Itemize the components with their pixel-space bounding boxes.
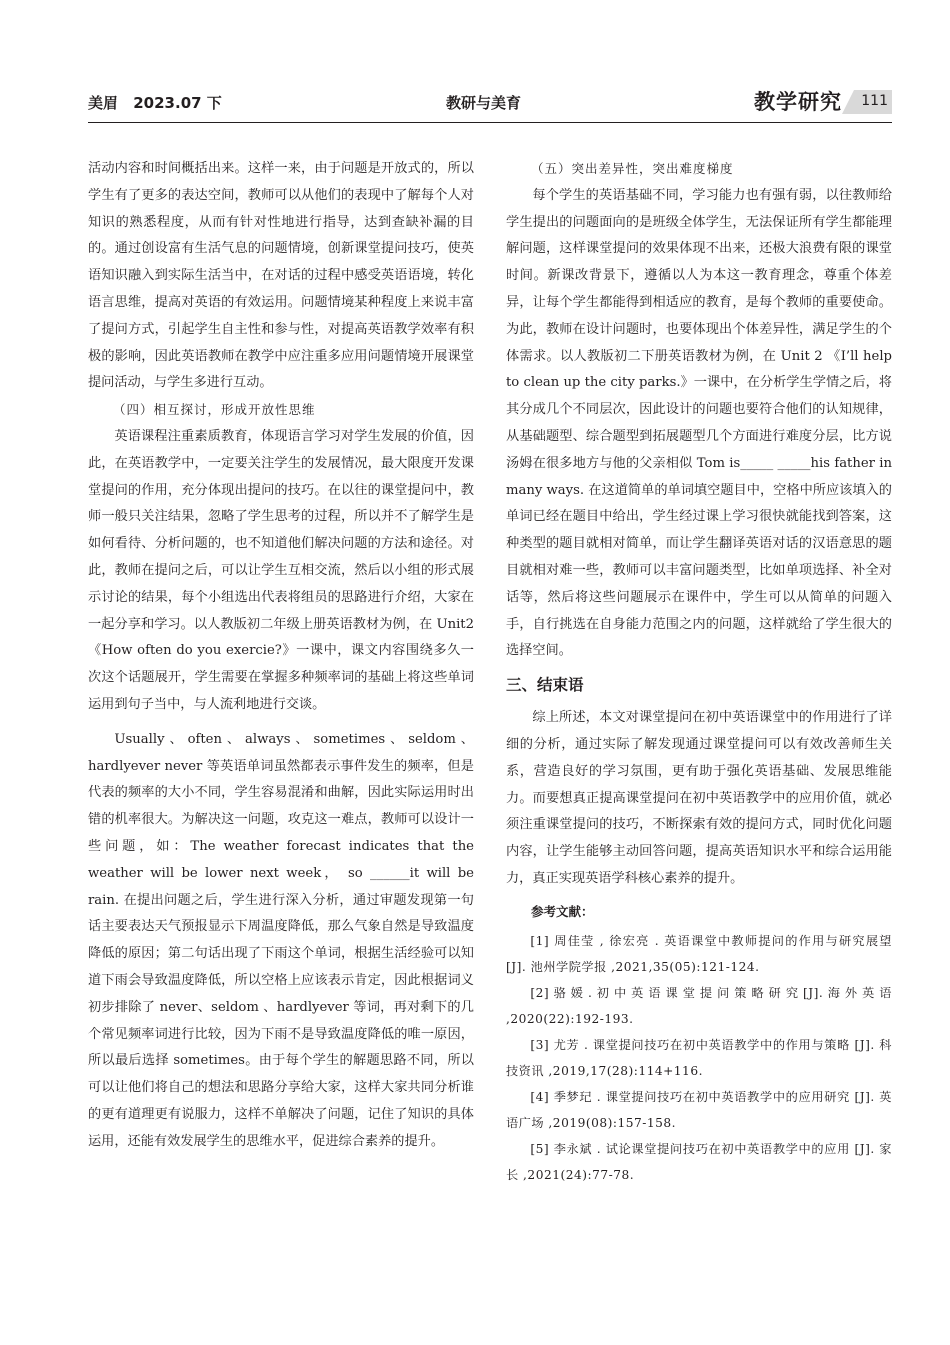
page-number: 111 bbox=[861, 93, 888, 109]
paragraph: 每个学生的英语基础不同，学习能力也有强有弱，以往教师给学生提出的问题面向的是班级全体学生，无法保证所有学生都能理解问题，这样课堂提问的效果体现不出来，还极大浪费有限的课堂时间。新课改背景下，遵循以人为本这一教育理念，尊重个体差异，让每个学生都能得到相适应的教育，是每个教师的重要使命。为此，教师在设计问题时，也要体现出个体差异性，满足学生的个体需求。以人教版初二下册英语教材为例，在 Unit 2 《I’ll help to clean up the city parks.》一课中，在分析学生学情之后，将其分成几个不同层次，因此设计的问题也要符合他们的认知规律，从基础题型、综合题型到拓展题型几个方面进行难度分层，比方说汤姆在很多地方与他的父亲相似 Tom is_____ _____his father in many ways. 在这道简单的单词填空题目中，空格中所应该填入的单词已经在题目中给出，学生经过课上学习很快就能找到答案，这种类型的题目就相对简单，而让学生翻译英语对话的汉语意思的题目就相对难一些，教师可以丰富问题类型，比如单项选择、补全对话等，然后将这些问题展示在课件中，学生可以从简单的问题入手，自行挑选在自身能力范围之内的问题，这样就给了学生很大的选择空间。 bbox=[506, 187, 892, 659]
page-number-badge bbox=[842, 90, 892, 114]
paragraph: 活动内容和时间概括出来。这样一来，由于问题是开放式的，所以学生有了更多的表达空间，教师可以从他们的表现中了解每个人对知识的熟悉程度，从而有针对性地进行指导，达到查缺补漏的目的。通过创设富有生活气息的问题情境，创新课堂提问技巧，使英语知识融入到实际生活当中，在对话的过程中感受英语语境，转化语言思维，提高对英语的有效运用。问题情境某种程度上来说丰富了提问方式，引起学生自主性和参与性，对提高英语教学效率有积极的影响，因此英语教师在教学中应注重多应用问题情境开展课堂提问活动，与学生多进行互动。 bbox=[88, 161, 474, 391]
paragraph: 综上所述，本文对课堂提问在初中英语课堂中的作用进行了详细的分析，通过实际了解发现通过课堂提问可以有效改善师生关系，营造良好的学习氛围，更有助于强化英语基础、发展思维能力。而要想真正提高课堂提问在初中英语教学中的应用价值，就必须注重课堂提问的技巧，不断探索有效的提问方式，同时优化问题内容，让学生能够主动回答问题，提高英语知识水平和综合运用能力，真正实现英语学科核心素养的提升。 bbox=[506, 710, 892, 886]
section-heading: 三、结束语 bbox=[506, 676, 584, 695]
reference-item: [3] 尤芳 . 课堂提问技巧在初中英语教学中的作用与策略 [J]. 科技资讯 ,2019,17(28):114+116. bbox=[506, 1037, 892, 1078]
references-title: 参考文献： bbox=[531, 903, 594, 919]
journal-name: 美眉 bbox=[88, 94, 119, 112]
spacer bbox=[88, 719, 474, 727]
issue-date: 2023.07 下 bbox=[133, 94, 222, 112]
reference-item: [5] 李永斌 . 试论课堂提问技巧在初中英语教学中的应用 [J]. 家长 ,2021(24):77-78. bbox=[506, 1141, 892, 1182]
reference-item: [1] 周佳莹 , 徐宏亮 . 英语课堂中教师提问的作用与研究展望 [J]. 池州学院学报 ,2021,35(05):121-124. bbox=[506, 933, 892, 974]
right-column bbox=[506, 156, 892, 1188]
left-column bbox=[88, 156, 474, 1155]
subsection-heading-5: （五）突出差异性，突出难度梯度 bbox=[531, 161, 734, 176]
column-title: 教学研究 bbox=[754, 89, 842, 114]
reference-item: [2] 骆 媛 . 初 中 英 语 课 堂 提 问 策 略 研 究 [J]. 海 外 英 语 ,2020(22):192-193. bbox=[506, 985, 892, 1026]
header-journal-info bbox=[88, 92, 232, 113]
header-rule bbox=[88, 122, 892, 123]
section-title: 教研与美育 bbox=[446, 94, 522, 112]
subsection-heading-4: （四）相互探讨，形成开放性思维 bbox=[113, 402, 316, 418]
page-header bbox=[88, 88, 892, 122]
reference-item: [4] 季梦玘 . 课堂提问技巧在初中英语教学中的应用研究 [J]. 英语广场 ,2019(08):157-158. bbox=[506, 1089, 892, 1130]
paragraph: 英语课程注重素质教育，体现语言学习对学生发展的价值，因此，在英语教学中，一定要关注学生的发展情况，最大限度开发课堂提问的作用，充分体现出提问的技巧。在以往的课堂提问中，教师一般只关注结果，忽略了学生思考的过程，所以并不了解学生是如何看待、分析问题的，也不知道他们解决问题的方法和途径。对此，教师在提问之后，可以让学生互相交流，然后以小组的形式展示讨论的结果，每个小组选出代表将组员的思路进行介绍，大家在一起分享和学习。以人教版初二年级上册英语教材为例，在 Unit2《How often do you exercie?》一课中，课文内容围绕多久一次这个话题展开，学生需要在掌握多种频率词的基础上将这些单词运用到句子当中，与人流利地进行交谈。 bbox=[88, 428, 474, 712]
paragraph: Usually、often、always、sometimes、seldom、hardlyever never 等英语单词虽然都表示事件发生的频率，但是代表的频率的大小不同，学生容易混淆和曲解，因此实际运用时出错的机率很大。为解决这一问题，攻克这一难点，教师可以设计一些问题，如：The weather forecast indicates that the weather will be lower next week， so ______it will be rain. 在提出问题之后，学生进行深入分析，通过审题发现第一句话主要表达天气预报显示下周温度降低，那么气象自然是导致温度降低的原因；第二句话出现了下雨这个单词，根据生活经验可以知道下雨会导致温度降低，所以空格上应该表示肯定，因此根据词义初步排除了 never、seldom 、hardlyever 等词，再对剩下的几个常见频率词进行比较，因为下雨不是导致温度降低的唯一原因，所以最后选择 sometimes。由于每个学生的解题思路不同，所以可以让他们将自己的想法和思路分享给大家，这样大家共同分析谁的更有道理更有说服力，这样不单解决了问题，记住了知识的具体运用，还能有效发展学生的思维水平，促进综合素养的提升。 bbox=[88, 731, 474, 1149]
